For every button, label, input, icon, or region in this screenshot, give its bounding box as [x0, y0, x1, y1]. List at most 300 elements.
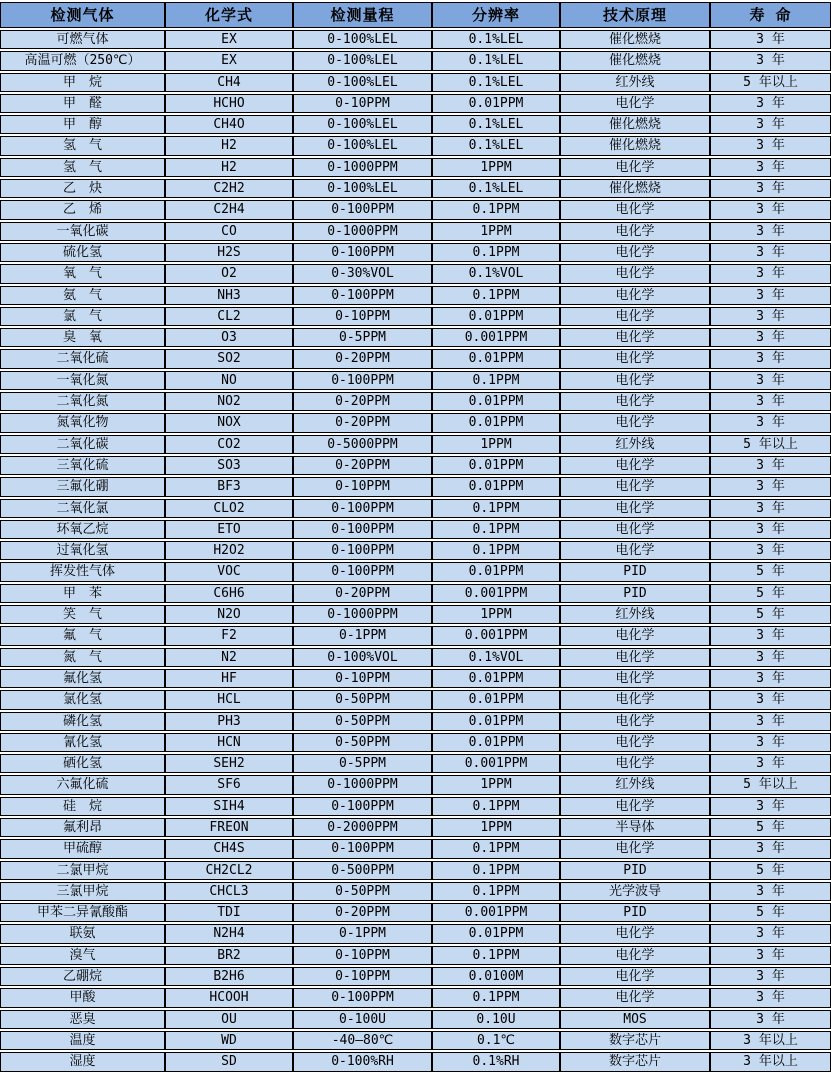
cell-detection-range: 0-100PPM: [293, 499, 432, 518]
cell-technology-principle: 电化学: [560, 392, 710, 411]
cell-lifespan: 5 年以上: [710, 73, 831, 92]
table-row: [0, 669, 831, 688]
cell-detection-range: 0-100%LEL: [293, 179, 432, 198]
cell-resolution: 0.01PPM: [432, 94, 560, 113]
table-row: [0, 946, 831, 965]
cell-chemical-formula: EX: [165, 30, 293, 49]
cell-detection-range: -40—80℃: [293, 1031, 432, 1050]
cell-detection-range: 0-10PPM: [293, 477, 432, 496]
cell-lifespan: 3 年: [710, 413, 831, 432]
cell-resolution: 0.0100M: [432, 967, 560, 986]
cell-chemical-formula: SO3: [165, 456, 293, 475]
table-row: [0, 456, 831, 475]
cell-gas-name: 氢 气: [0, 158, 165, 177]
cell-gas-name: 硒化氢: [0, 754, 165, 773]
cell-detection-range: 0-10PPM: [293, 669, 432, 688]
cell-technology-principle: 电化学: [560, 733, 710, 752]
cell-technology-principle: 电化学: [560, 967, 710, 986]
cell-resolution: 0.1PPM: [432, 499, 560, 518]
cell-resolution: 0.1PPM: [432, 797, 560, 816]
cell-lifespan: 3 年: [710, 286, 831, 305]
cell-detection-range: 0-100%VOL: [293, 648, 432, 667]
cell-lifespan: 5 年: [710, 562, 831, 581]
cell-gas-name: 溴气: [0, 946, 165, 965]
cell-resolution: 0.1PPM: [432, 988, 560, 1007]
cell-resolution: 0.1PPM: [432, 520, 560, 539]
cell-resolution: 0.1PPM: [432, 882, 560, 901]
cell-detection-range: 0-100PPM: [293, 286, 432, 305]
cell-resolution: 0.01PPM: [432, 733, 560, 752]
cell-technology-principle: 电化学: [560, 690, 710, 709]
cell-chemical-formula: OU: [165, 1010, 293, 1029]
cell-gas-name: 氟利昂: [0, 818, 165, 837]
column-header-lifespan: 寿 命: [710, 2, 831, 28]
cell-resolution: 0.1PPM: [432, 946, 560, 965]
cell-lifespan: 3 年: [710, 626, 831, 645]
cell-detection-range: 0-100PPM: [293, 839, 432, 858]
cell-chemical-formula: N2H4: [165, 924, 293, 943]
cell-detection-range: 0-2000PPM: [293, 818, 432, 837]
cell-lifespan: 3 年: [710, 328, 831, 347]
cell-resolution: 0.1PPM: [432, 839, 560, 858]
cell-technology-principle: 电化学: [560, 307, 710, 326]
cell-technology-principle: 电化学: [560, 349, 710, 368]
cell-chemical-formula: C2H2: [165, 179, 293, 198]
cell-resolution: 0.01PPM: [432, 562, 560, 581]
cell-detection-range: 0-20PPM: [293, 584, 432, 603]
cell-chemical-formula: HCL: [165, 690, 293, 709]
cell-technology-principle: PID: [560, 562, 710, 581]
cell-lifespan: 3 年: [710, 946, 831, 965]
cell-resolution: 0.01PPM: [432, 349, 560, 368]
cell-technology-principle: 电化学: [560, 839, 710, 858]
cell-gas-name: 氮氧化物: [0, 413, 165, 432]
cell-detection-range: 0-100PPM: [293, 371, 432, 390]
table-row: [0, 1010, 831, 1029]
cell-gas-name: 一氧化氮: [0, 371, 165, 390]
cell-lifespan: 3 年: [710, 839, 831, 858]
table-row: [0, 839, 831, 858]
cell-resolution: 1PPM: [432, 158, 560, 177]
cell-detection-range: 0-20PPM: [293, 903, 432, 922]
cell-lifespan: 3 年: [710, 115, 831, 134]
cell-gas-name: 一氧化碳: [0, 222, 165, 241]
cell-lifespan: 3 年: [710, 967, 831, 986]
cell-detection-range: 0-100%LEL: [293, 115, 432, 134]
cell-gas-name: 氟 气: [0, 626, 165, 645]
cell-chemical-formula: HCN: [165, 733, 293, 752]
cell-detection-range: 0-20PPM: [293, 456, 432, 475]
cell-chemical-formula: CH4: [165, 73, 293, 92]
cell-chemical-formula: CO: [165, 222, 293, 241]
column-header-range: 检测量程: [293, 2, 432, 28]
cell-chemical-formula: ETO: [165, 520, 293, 539]
cell-detection-range: 0-50PPM: [293, 690, 432, 709]
cell-gas-name: 硅 烷: [0, 797, 165, 816]
cell-gas-name: 二氧化氮: [0, 392, 165, 411]
cell-resolution: 0.001PPM: [432, 903, 560, 922]
cell-gas-name: 乙 炔: [0, 179, 165, 198]
column-header-gas: 检测气体: [0, 2, 165, 28]
cell-technology-principle: 电化学: [560, 541, 710, 560]
cell-resolution: 0.1PPM: [432, 243, 560, 262]
cell-detection-range: 0-100%RH: [293, 1052, 432, 1071]
cell-technology-principle: 红外线: [560, 73, 710, 92]
cell-chemical-formula: H2S: [165, 243, 293, 262]
table-row: [0, 30, 831, 49]
cell-detection-range: 0-1000PPM: [293, 605, 432, 624]
cell-technology-principle: 电化学: [560, 371, 710, 390]
cell-technology-principle: 电化学: [560, 200, 710, 219]
cell-resolution: 0.001PPM: [432, 626, 560, 645]
table-row: [0, 882, 831, 901]
cell-resolution: 0.1%LEL: [432, 115, 560, 134]
cell-technology-principle: 电化学: [560, 924, 710, 943]
cell-lifespan: 3 年: [710, 541, 831, 560]
cell-technology-principle: 催化燃烧: [560, 51, 710, 70]
cell-detection-range: 0-100PPM: [293, 541, 432, 560]
cell-lifespan: 3 年: [710, 690, 831, 709]
cell-lifespan: 5 年以上: [710, 775, 831, 794]
table-row: [0, 584, 831, 603]
cell-gas-name: 六氟化硫: [0, 775, 165, 794]
cell-chemical-formula: SD: [165, 1052, 293, 1071]
cell-lifespan: 3 年: [710, 882, 831, 901]
cell-resolution: 0.001PPM: [432, 584, 560, 603]
cell-gas-name: 过氧化氢: [0, 541, 165, 560]
column-header-formula: 化学式: [165, 2, 293, 28]
table-row: [0, 413, 831, 432]
table-row: [0, 200, 831, 219]
cell-gas-name: 氢 气: [0, 136, 165, 155]
cell-chemical-formula: CO2: [165, 435, 293, 454]
cell-lifespan: 3 年: [710, 371, 831, 390]
cell-lifespan: 3 年: [710, 1010, 831, 1029]
cell-gas-name: 臭 氧: [0, 328, 165, 347]
cell-technology-principle: PID: [560, 903, 710, 922]
table-row: [0, 541, 831, 560]
cell-technology-principle: 电化学: [560, 626, 710, 645]
header-row: [0, 2, 831, 28]
cell-lifespan: 3 年: [710, 222, 831, 241]
cell-technology-principle: 电化学: [560, 264, 710, 283]
cell-lifespan: 3 年: [710, 200, 831, 219]
cell-detection-range: 0-1PPM: [293, 924, 432, 943]
cell-resolution: 0.01PPM: [432, 477, 560, 496]
cell-lifespan: 3 年: [710, 712, 831, 731]
cell-chemical-formula: EX: [165, 51, 293, 70]
cell-resolution: 0.1%LEL: [432, 51, 560, 70]
cell-gas-name: 甲 苯: [0, 584, 165, 603]
cell-technology-principle: 电化学: [560, 712, 710, 731]
cell-chemical-formula: NOX: [165, 413, 293, 432]
cell-resolution: 0.1%RH: [432, 1052, 560, 1071]
cell-chemical-formula: H2: [165, 136, 293, 155]
cell-resolution: 0.1%VOL: [432, 264, 560, 283]
cell-resolution: 0.1PPM: [432, 861, 560, 880]
cell-resolution: 1PPM: [432, 222, 560, 241]
cell-lifespan: 3 年: [710, 136, 831, 155]
cell-gas-name: 甲 醇: [0, 115, 165, 134]
cell-technology-principle: 电化学: [560, 456, 710, 475]
cell-gas-name: 氰化氢: [0, 733, 165, 752]
cell-chemical-formula: H2: [165, 158, 293, 177]
table-row: [0, 136, 831, 155]
table-row: [0, 967, 831, 986]
table-row: [0, 51, 831, 70]
cell-technology-principle: 电化学: [560, 754, 710, 773]
cell-lifespan: 3 年: [710, 307, 831, 326]
cell-resolution: 0.1%LEL: [432, 136, 560, 155]
cell-chemical-formula: B2H6: [165, 967, 293, 986]
cell-technology-principle: 电化学: [560, 222, 710, 241]
cell-resolution: 1PPM: [432, 818, 560, 837]
table-row: [0, 775, 831, 794]
cell-technology-principle: 电化学: [560, 286, 710, 305]
cell-chemical-formula: N2: [165, 648, 293, 667]
cell-chemical-formula: C2H4: [165, 200, 293, 219]
cell-lifespan: 3 年: [710, 988, 831, 1007]
cell-gas-name: 挥发性气体: [0, 562, 165, 581]
cell-technology-principle: 电化学: [560, 946, 710, 965]
cell-detection-range: 0-1000PPM: [293, 158, 432, 177]
cell-chemical-formula: HF: [165, 669, 293, 688]
cell-chemical-formula: SIH4: [165, 797, 293, 816]
cell-chemical-formula: BF3: [165, 477, 293, 496]
cell-resolution: 1PPM: [432, 435, 560, 454]
cell-detection-range: 0-50PPM: [293, 733, 432, 752]
table-row: [0, 605, 831, 624]
cell-gas-name: 二氧化氯: [0, 499, 165, 518]
cell-detection-range: 0-50PPM: [293, 712, 432, 731]
cell-technology-principle: 数字芯片: [560, 1052, 710, 1071]
cell-resolution: 1PPM: [432, 775, 560, 794]
cell-lifespan: 3 年: [710, 349, 831, 368]
cell-resolution: 0.01PPM: [432, 456, 560, 475]
cell-gas-name: 乙硼烷: [0, 967, 165, 986]
cell-chemical-formula: N2O: [165, 605, 293, 624]
cell-technology-principle: 电化学: [560, 158, 710, 177]
cell-gas-name: 温度: [0, 1031, 165, 1050]
cell-technology-principle: 电化学: [560, 499, 710, 518]
cell-lifespan: 3 年: [710, 669, 831, 688]
cell-chemical-formula: C6H6: [165, 584, 293, 603]
cell-chemical-formula: CLO2: [165, 499, 293, 518]
cell-gas-name: 高温可燃（250℃）: [0, 51, 165, 70]
cell-gas-name: 甲 烷: [0, 73, 165, 92]
cell-gas-name: 甲硫醇: [0, 839, 165, 858]
cell-detection-range: 0-30%VOL: [293, 264, 432, 283]
cell-lifespan: 5 年: [710, 903, 831, 922]
cell-resolution: 0.01PPM: [432, 669, 560, 688]
cell-lifespan: 3 年: [710, 648, 831, 667]
cell-chemical-formula: NH3: [165, 286, 293, 305]
table-row: [0, 712, 831, 731]
cell-detection-range: 0-10PPM: [293, 307, 432, 326]
cell-chemical-formula: CL2: [165, 307, 293, 326]
table-body: [0, 30, 831, 1072]
cell-chemical-formula: SEH2: [165, 754, 293, 773]
cell-chemical-formula: CH4O: [165, 115, 293, 134]
cell-technology-principle: 电化学: [560, 520, 710, 539]
cell-gas-name: 三氧化硫: [0, 456, 165, 475]
cell-detection-range: 0-100%LEL: [293, 136, 432, 155]
cell-detection-range: 0-500PPM: [293, 861, 432, 880]
table-header: [0, 2, 831, 28]
cell-detection-range: 0-1000PPM: [293, 775, 432, 794]
cell-lifespan: 3 年: [710, 456, 831, 475]
cell-lifespan: 3 年: [710, 94, 831, 113]
cell-chemical-formula: F2: [165, 626, 293, 645]
table-row: [0, 733, 831, 752]
cell-resolution: 0.01PPM: [432, 413, 560, 432]
cell-detection-range: 0-100PPM: [293, 200, 432, 219]
cell-detection-range: 0-100U: [293, 1010, 432, 1029]
cell-gas-name: 氮 气: [0, 648, 165, 667]
cell-resolution: 0.1PPM: [432, 200, 560, 219]
cell-resolution: 0.01PPM: [432, 712, 560, 731]
cell-chemical-formula: H2O2: [165, 541, 293, 560]
column-header-principle: 技术原理: [560, 2, 710, 28]
cell-technology-principle: 催化燃烧: [560, 136, 710, 155]
table-row: [0, 499, 831, 518]
cell-lifespan: 5 年: [710, 584, 831, 603]
table-row: [0, 690, 831, 709]
cell-gas-name: 硫化氢: [0, 243, 165, 262]
cell-resolution: 0.01PPM: [432, 392, 560, 411]
cell-lifespan: 3 年: [710, 392, 831, 411]
cell-gas-name: 甲 醛: [0, 94, 165, 113]
cell-resolution: 0.1℃: [432, 1031, 560, 1050]
table-row: [0, 626, 831, 645]
cell-gas-name: 乙 烯: [0, 200, 165, 219]
cell-chemical-formula: WD: [165, 1031, 293, 1050]
cell-detection-range: 0-100PPM: [293, 243, 432, 262]
table-row: [0, 903, 831, 922]
cell-lifespan: 3 年: [710, 30, 831, 49]
cell-gas-name: 环氧乙烷: [0, 520, 165, 539]
cell-gas-name: 可燃气体: [0, 30, 165, 49]
cell-chemical-formula: HCOOH: [165, 988, 293, 1007]
cell-resolution: 0.01PPM: [432, 924, 560, 943]
cell-technology-principle: 电化学: [560, 243, 710, 262]
cell-detection-range: 0-100PPM: [293, 520, 432, 539]
table-row: [0, 1052, 831, 1071]
cell-gas-name: 二氧化碳: [0, 435, 165, 454]
table-row: [0, 477, 831, 496]
cell-technology-principle: 电化学: [560, 328, 710, 347]
table-row: [0, 158, 831, 177]
cell-resolution: 0.1%LEL: [432, 30, 560, 49]
table-row: [0, 520, 831, 539]
cell-detection-range: 0-5000PPM: [293, 435, 432, 454]
cell-technology-principle: 电化学: [560, 94, 710, 113]
cell-chemical-formula: VOC: [165, 562, 293, 581]
table-row: [0, 924, 831, 943]
table-row: [0, 94, 831, 113]
table-row: [0, 264, 831, 283]
cell-resolution: 0.01PPM: [432, 690, 560, 709]
cell-resolution: 0.1%LEL: [432, 179, 560, 198]
table-row: [0, 988, 831, 1007]
cell-chemical-formula: SO2: [165, 349, 293, 368]
cell-resolution: 0.1PPM: [432, 286, 560, 305]
cell-resolution: 0.1%VOL: [432, 648, 560, 667]
cell-gas-name: 氨 气: [0, 286, 165, 305]
table-row: [0, 179, 831, 198]
cell-technology-principle: 电化学: [560, 669, 710, 688]
cell-resolution: 0.01PPM: [432, 307, 560, 326]
cell-resolution: 0.10U: [432, 1010, 560, 1029]
cell-lifespan: 3 年: [710, 51, 831, 70]
cell-lifespan: 3 年: [710, 499, 831, 518]
cell-detection-range: 0-100%LEL: [293, 30, 432, 49]
cell-chemical-formula: O3: [165, 328, 293, 347]
cell-detection-range: 0-20PPM: [293, 392, 432, 411]
cell-lifespan: 3 年: [710, 179, 831, 198]
cell-technology-principle: 红外线: [560, 605, 710, 624]
cell-detection-range: 0-20PPM: [293, 349, 432, 368]
cell-technology-principle: 红外线: [560, 435, 710, 454]
cell-chemical-formula: CHCL3: [165, 882, 293, 901]
cell-gas-name: 氯化氢: [0, 690, 165, 709]
cell-technology-principle: 电化学: [560, 648, 710, 667]
cell-technology-principle: 数字芯片: [560, 1031, 710, 1050]
cell-detection-range: 0-100%LEL: [293, 51, 432, 70]
cell-gas-name: 三氯甲烷: [0, 882, 165, 901]
cell-lifespan: 3 年: [710, 733, 831, 752]
cell-chemical-formula: CH4S: [165, 839, 293, 858]
cell-resolution: 0.1PPM: [432, 541, 560, 560]
cell-resolution: 0.1%LEL: [432, 73, 560, 92]
cell-resolution: 0.001PPM: [432, 754, 560, 773]
cell-technology-principle: 电化学: [560, 413, 710, 432]
cell-chemical-formula: NO2: [165, 392, 293, 411]
cell-gas-name: 恶臭: [0, 1010, 165, 1029]
table-row: [0, 1031, 831, 1050]
cell-chemical-formula: HCHO: [165, 94, 293, 113]
cell-gas-name: 二氯甲烷: [0, 861, 165, 880]
cell-lifespan: 5 年: [710, 605, 831, 624]
table-row: [0, 73, 831, 92]
cell-detection-range: 0-10PPM: [293, 967, 432, 986]
table-row: [0, 307, 831, 326]
cell-technology-principle: PID: [560, 584, 710, 603]
cell-technology-principle: 半导体: [560, 818, 710, 837]
cell-technology-principle: 电化学: [560, 988, 710, 1007]
table-row: [0, 349, 831, 368]
cell-technology-principle: 催化燃烧: [560, 115, 710, 134]
cell-gas-name: 三氟化硼: [0, 477, 165, 496]
cell-lifespan: 3 年以上: [710, 1031, 831, 1050]
cell-detection-range: 0-20PPM: [293, 413, 432, 432]
cell-lifespan: 5 年: [710, 818, 831, 837]
cell-gas-name: 氯 气: [0, 307, 165, 326]
cell-resolution: 1PPM: [432, 605, 560, 624]
cell-lifespan: 3 年: [710, 520, 831, 539]
cell-lifespan: 5 年以上: [710, 435, 831, 454]
table-row: [0, 286, 831, 305]
table-row: [0, 648, 831, 667]
cell-detection-range: 0-100%LEL: [293, 73, 432, 92]
cell-technology-principle: 光学波导: [560, 882, 710, 901]
cell-resolution: 0.001PPM: [432, 328, 560, 347]
cell-technology-principle: 电化学: [560, 477, 710, 496]
table-row: [0, 222, 831, 241]
cell-gas-name: 二氧化硫: [0, 349, 165, 368]
cell-lifespan: 3 年: [710, 754, 831, 773]
cell-chemical-formula: BR2: [165, 946, 293, 965]
